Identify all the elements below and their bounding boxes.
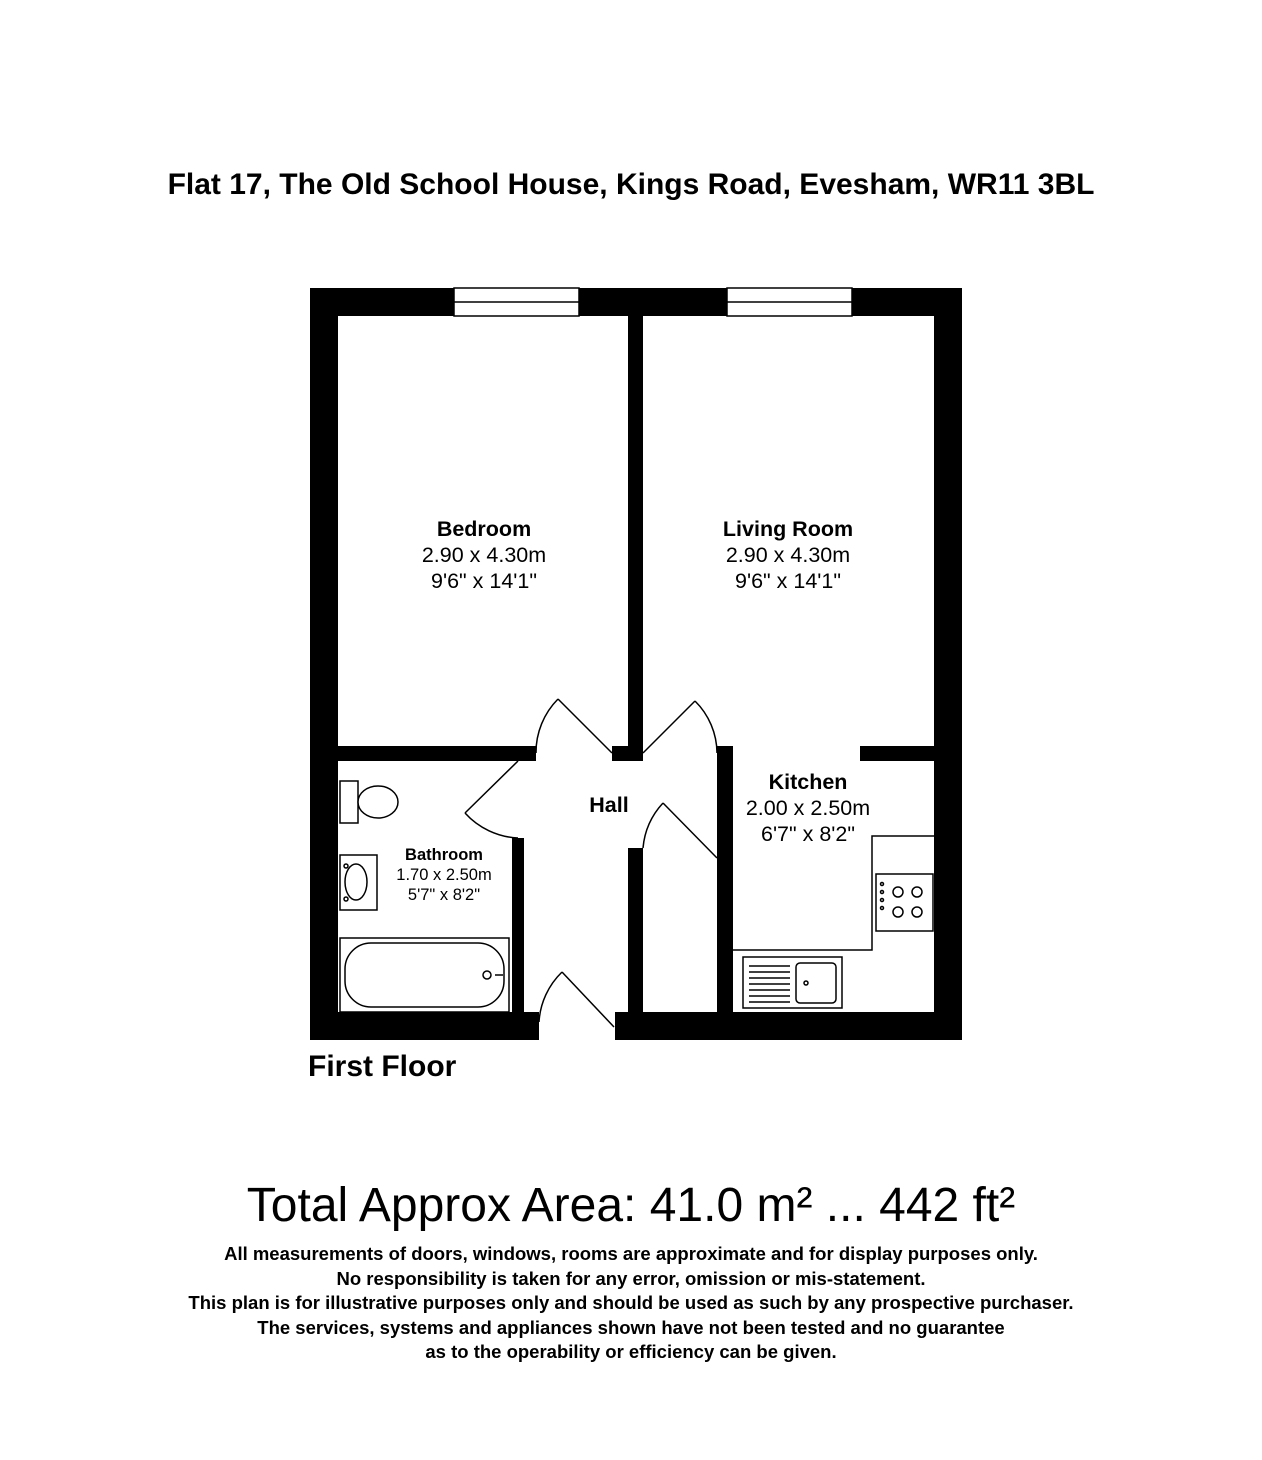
entrance-door-leaf [562,972,614,1027]
bathroom-name: Bathroom [405,846,483,864]
bottom-wall-left [310,1012,539,1040]
hall-label [569,793,649,819]
bathroom-door-swing [465,813,518,838]
living-room-name: Living Room [722,517,854,541]
top-wall-middle [579,288,727,316]
disclaimer-line: as to the operability or efficiency can be given. [425,1341,837,1362]
bathroom-door-leaf [465,761,518,813]
hob [876,874,933,931]
left-wall [310,288,338,1040]
kitchen-label [723,770,893,847]
hall-wall-stub [612,746,643,761]
property-address-title: Flat 17, The Old School House, Kings Road, Evesham, WR11 3BL [167,168,1095,201]
right-wall [934,288,962,1040]
bedroom-imperial: 9'6" x 14'1" [431,568,537,593]
bedroom-metric: 2.90 x 4.30m [421,542,547,567]
toilet-cistern [340,781,358,823]
entrance-door-swing [539,972,562,1022]
kitchen-imperial: 6'7" x 8'2" [761,821,855,846]
bathroom-label [379,846,509,905]
disclaimer-line: The services, systems and appliances shown have not been tested and no guarantee [257,1316,1005,1338]
kitchen-name: Kitchen [768,770,848,794]
kitchen-wall-stub-right [860,746,934,761]
bathroom-imperial: 5'7" x 8'2" [407,885,481,904]
living-room-door-swing [695,701,717,753]
bottom-wall-right [615,1012,962,1040]
walls [310,288,962,1040]
hall-cupboard-partition [628,848,643,1012]
kitchen-fixtures [733,836,934,1008]
living-room-metric: 2.90 x 4.30m [725,542,851,567]
disclaimer-line: This plan is for illustrative purposes only and should be used as such by any prospective purchaser. [188,1292,1074,1313]
kitchen-metric: 2.00 x 2.50m [745,795,871,820]
sink-bowl [796,963,836,1003]
bedroom-living-partition [628,316,643,750]
cupboard-door-leaf [663,803,717,858]
bathroom-hall-partition [512,838,524,1012]
hall-name: Hall [589,793,629,817]
bedroom-door-leaf [558,699,612,753]
bedroom-name: Bedroom [436,517,532,541]
bathtub-basin [345,943,504,1007]
bedroom-bathroom-partition [338,746,536,761]
disclaimer [0,1242,1262,1365]
bathroom-metric: 1.70 x 2.50m [396,865,492,884]
bedroom-label [384,517,584,594]
living-room-label [688,517,888,594]
living-room-imperial: 9'6" x 14'1" [735,568,841,593]
disclaimer-line: All measurements of doors, windows, rooms are approximate and for display purposes only. [224,1243,1038,1264]
floor-label: First Floor [308,1050,457,1083]
total-area: Total Approx Area: 41.0 m² ... 442 ft² [246,1179,1016,1232]
disclaimer-line: No responsibility is taken for any error, omission or mis-statement. [336,1267,926,1289]
toilet-bowl [358,786,398,818]
bedroom-door-swing [536,699,558,753]
living-room-door-leaf [643,701,695,753]
